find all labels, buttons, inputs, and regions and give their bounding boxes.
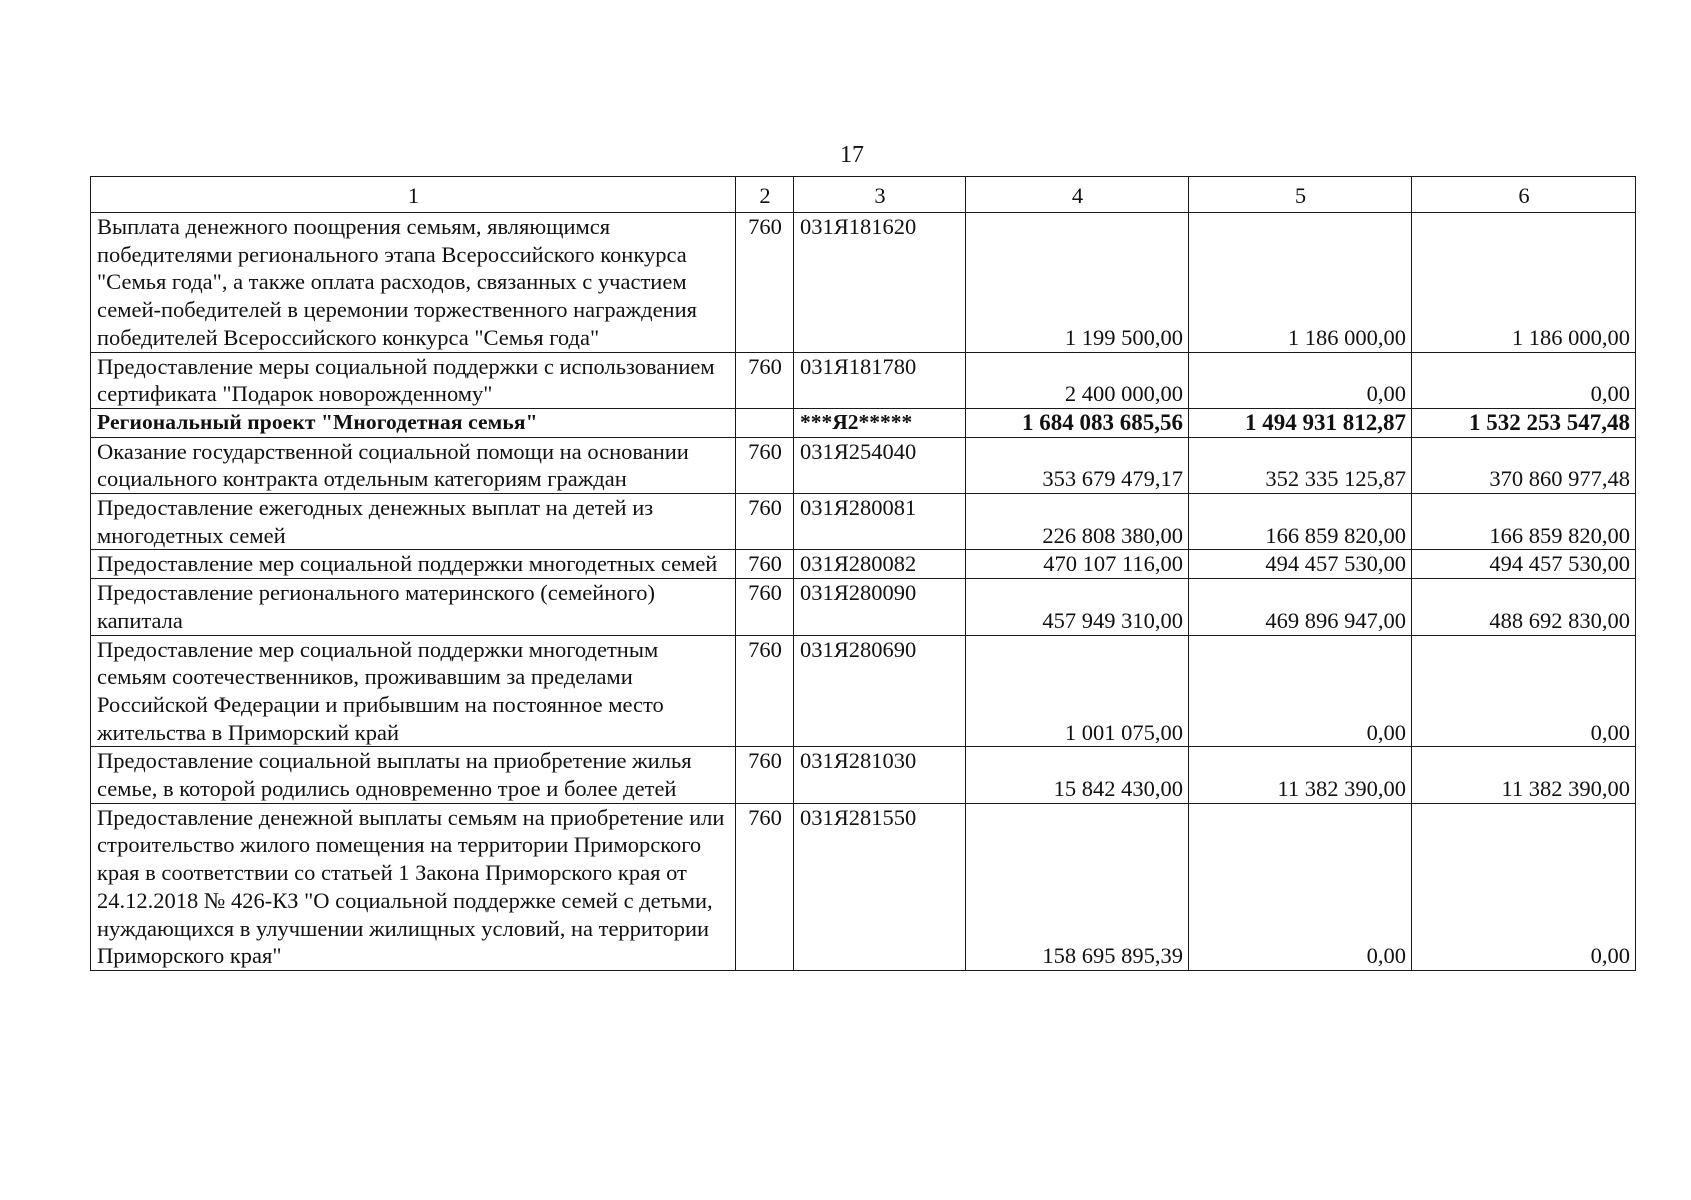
row-value-4-cell: 15 842 430,00 (966, 747, 1189, 803)
budget-table (90, 176, 1636, 971)
table-row (91, 635, 1636, 747)
row-value-5-cell: 166 859 820,00 (1189, 494, 1412, 550)
row-grbs-cell: 760 (736, 437, 794, 493)
row-value-4-cell: 457 949 310,00 (966, 579, 1189, 635)
row-name-cell: Предоставление социальной выплаты на приобретение жилья семье, в которой родились одновременно трое и более детей (91, 747, 736, 803)
row-value-6-cell: 0,00 (1412, 803, 1636, 970)
row-code-cell: ***Я2***** (794, 408, 966, 437)
budget-table-body (91, 177, 1636, 971)
row-name-cell: Предоставление мер социальной поддержки многодетных семей (91, 550, 736, 579)
row-value-5-cell: 0,00 (1189, 352, 1412, 408)
row-grbs-cell: 760 (736, 803, 794, 970)
row-code-cell: 031Я280090 (794, 579, 966, 635)
row-value-4-cell: 1 001 075,00 (966, 635, 1189, 747)
table-row (91, 437, 1636, 493)
row-value-6-cell: 0,00 (1412, 352, 1636, 408)
row-grbs-cell: 760 (736, 213, 794, 353)
row-code-cell: 031Я280082 (794, 550, 966, 579)
header-cell-name: 1 (91, 177, 736, 213)
row-value-6-cell: 1 186 000,00 (1412, 213, 1636, 353)
row-grbs-cell: 760 (736, 747, 794, 803)
row-grbs-cell (736, 408, 794, 437)
row-name-cell: Предоставление ежегодных денежных выплат на детей из многодетных семей (91, 494, 736, 550)
row-value-6-cell: 0,00 (1412, 635, 1636, 747)
row-value-4-cell: 158 695 895,39 (966, 803, 1189, 970)
row-grbs-cell: 760 (736, 635, 794, 747)
row-value-5-cell: 469 896 947,00 (1189, 579, 1412, 635)
row-value-6-cell: 1 532 253 547,48 (1412, 408, 1636, 437)
row-value-5-cell: 1 186 000,00 (1189, 213, 1412, 353)
row-code-cell: 031Я181620 (794, 213, 966, 353)
row-name-cell: Предоставление денежной выплаты семьям на приобретение или строительство жилого помещения на территории Приморского края в соответствии со статьей 1 Закона Приморского края от 24.12.2018 № 426-КЗ "О социальной поддержке семей с детьми, нуждающихся в улучшении жилищных условий, на территории Приморского края" (91, 803, 736, 970)
row-code-cell: 031Я280690 (794, 635, 966, 747)
row-value-4-cell: 353 679 479,17 (966, 437, 1189, 493)
row-name-cell: Региональный проект "Многодетная семья" (91, 408, 736, 437)
row-value-4-cell: 226 808 380,00 (966, 494, 1189, 550)
row-value-6-cell: 488 692 830,00 (1412, 579, 1636, 635)
row-name-cell: Оказание государственной социальной помощи на основании социального контракта отдельным категориям граждан (91, 437, 736, 493)
table-row (91, 747, 1636, 803)
row-value-4-cell: 2 400 000,00 (966, 352, 1189, 408)
row-code-cell: 031Я281030 (794, 747, 966, 803)
row-code-cell: 031Я254040 (794, 437, 966, 493)
row-grbs-cell: 760 (736, 579, 794, 635)
header-cell-grbs: 2 (736, 177, 794, 213)
row-value-5-cell: 494 457 530,00 (1189, 550, 1412, 579)
row-value-5-cell: 1 494 931 812,87 (1189, 408, 1412, 437)
row-value-4-cell: 1 199 500,00 (966, 213, 1189, 353)
table-row (91, 550, 1636, 579)
row-value-4-cell: 1 684 083 685,56 (966, 408, 1189, 437)
row-grbs-cell: 760 (736, 550, 794, 579)
table-row (91, 803, 1636, 970)
row-name-cell: Предоставление регионального материнского (семейного) капитала (91, 579, 736, 635)
row-value-5-cell: 0,00 (1189, 635, 1412, 747)
row-name-cell: Выплата денежного поощрения семьям, являющимся победителями регионального этапа Всероссийского конкурса "Семья года", а также оплата расходов, связанных с участием семей-победителей в церемонии торжественного награждения победителей Всероссийского конкурса "Семья года" (91, 213, 736, 353)
header-cell-value-5: 5 (1189, 177, 1412, 213)
header-cell-value-6: 6 (1412, 177, 1636, 213)
row-code-cell: 031Я181780 (794, 352, 966, 408)
row-value-5-cell: 0,00 (1189, 803, 1412, 970)
table-row (91, 352, 1636, 408)
table-row (91, 494, 1636, 550)
page-number: 17 (840, 142, 864, 168)
header-cell-value-4: 4 (966, 177, 1189, 213)
row-value-6-cell: 370 860 977,48 (1412, 437, 1636, 493)
row-value-5-cell: 352 335 125,87 (1189, 437, 1412, 493)
row-value-6-cell: 11 382 390,00 (1412, 747, 1636, 803)
row-value-4-cell: 470 107 116,00 (966, 550, 1189, 579)
row-name-cell: Предоставление меры социальной поддержки с использованием сертификата "Подарок новорожденному" (91, 352, 736, 408)
table-header-row (91, 177, 1636, 213)
row-value-5-cell: 11 382 390,00 (1189, 747, 1412, 803)
row-grbs-cell: 760 (736, 352, 794, 408)
table-row (91, 579, 1636, 635)
table-row (91, 213, 1636, 353)
row-name-cell: Предоставление мер социальной поддержки многодетным семьям соотечественников, проживавшим за пределами Российской Федерации и прибывшим на постоянное место жительства в Приморский край (91, 635, 736, 747)
row-value-6-cell: 166 859 820,00 (1412, 494, 1636, 550)
row-value-6-cell: 494 457 530,00 (1412, 550, 1636, 579)
table-section-row (91, 408, 1636, 437)
row-code-cell: 031Я281550 (794, 803, 966, 970)
row-code-cell: 031Я280081 (794, 494, 966, 550)
header-cell-code: 3 (794, 177, 966, 213)
row-grbs-cell: 760 (736, 494, 794, 550)
